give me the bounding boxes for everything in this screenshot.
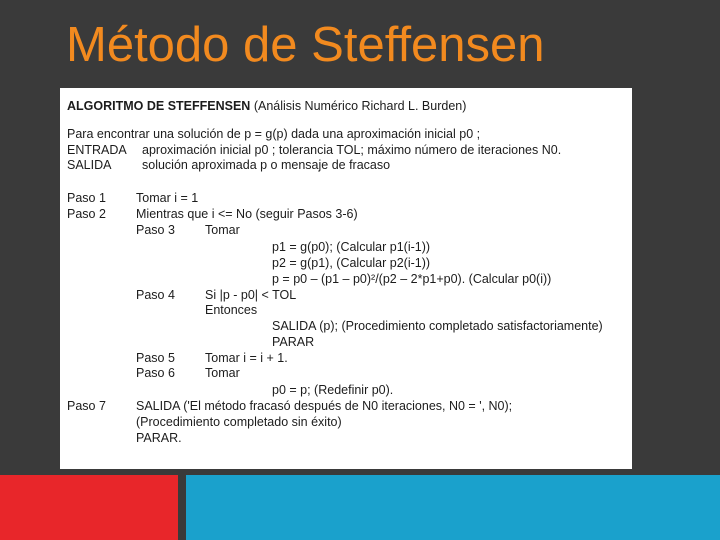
footer-bar-red [0,475,178,540]
step7-line2: (Procedimiento completado sin éxito) [136,415,342,429]
step4-label: Paso 4 [136,288,175,302]
step6-line: p0 = p; (Redefinir p0). [272,383,394,397]
salida-label: SALIDA [67,158,112,172]
algorithm-heading [67,99,466,114]
step2-label: Paso 2 [67,207,106,221]
step4-text: Si |p - p0| < TOL [205,288,297,302]
step3-action: Tomar [205,223,240,237]
salida-text: solución aproximada p o mensaje de fracaso [142,158,391,172]
step5-label: Paso 5 [136,351,175,365]
step6-label: Paso 6 [136,366,175,380]
entrada-label: ENTRADA [67,143,127,157]
step3-line3: p = p0 – (p1 – p0)²/(p2 – 2*p1+p0). (Calcular p0(i)) [272,272,552,286]
algorithm-heading-title: ALGORITMO DE STEFFENSEN [67,99,251,113]
entrada-text: aproximación inicial p0 ; tolerancia TOL; máximo número de iteraciones N0. [142,143,562,157]
step3-label: Paso 3 [136,223,175,237]
step4-parar: PARAR [272,335,315,349]
step4-salida: SALIDA (p); (Procedimiento completado satisfactoriamente) [272,319,603,333]
algorithm-document [60,88,632,469]
step7-parar: PARAR. [136,431,182,445]
step2-text: Mientras que i <= No (seguir Pasos 3-6) [136,207,358,221]
slide-title: Método de Steffensen [66,18,545,72]
step7-label: Paso 7 [67,399,106,413]
step3-line1: p1 = g(p0); (Calcular p1(i-1)) [272,240,431,254]
algorithm-source: (Análisis Numérico Richard L. Burden) [253,99,467,113]
step6-action: Tomar [205,366,240,380]
step4-then: Entonces [205,303,258,317]
step7-line1: SALIDA ('El método fracasó después de N0 iteraciones, N0 = ', N0); [136,399,513,413]
step3-line2: p2 = g(p1), (Calcular p2(i-1)) [272,256,431,270]
algorithm-intro: Para encontrar una solución de p = g(p) dada una aproximación inicial p0 ; [67,127,481,141]
step1-label: Paso 1 [67,191,106,205]
footer-bar-blue [186,475,720,540]
step1-text: Tomar i = 1 [136,191,199,205]
step5-text: Tomar i = i + 1. [205,351,288,365]
